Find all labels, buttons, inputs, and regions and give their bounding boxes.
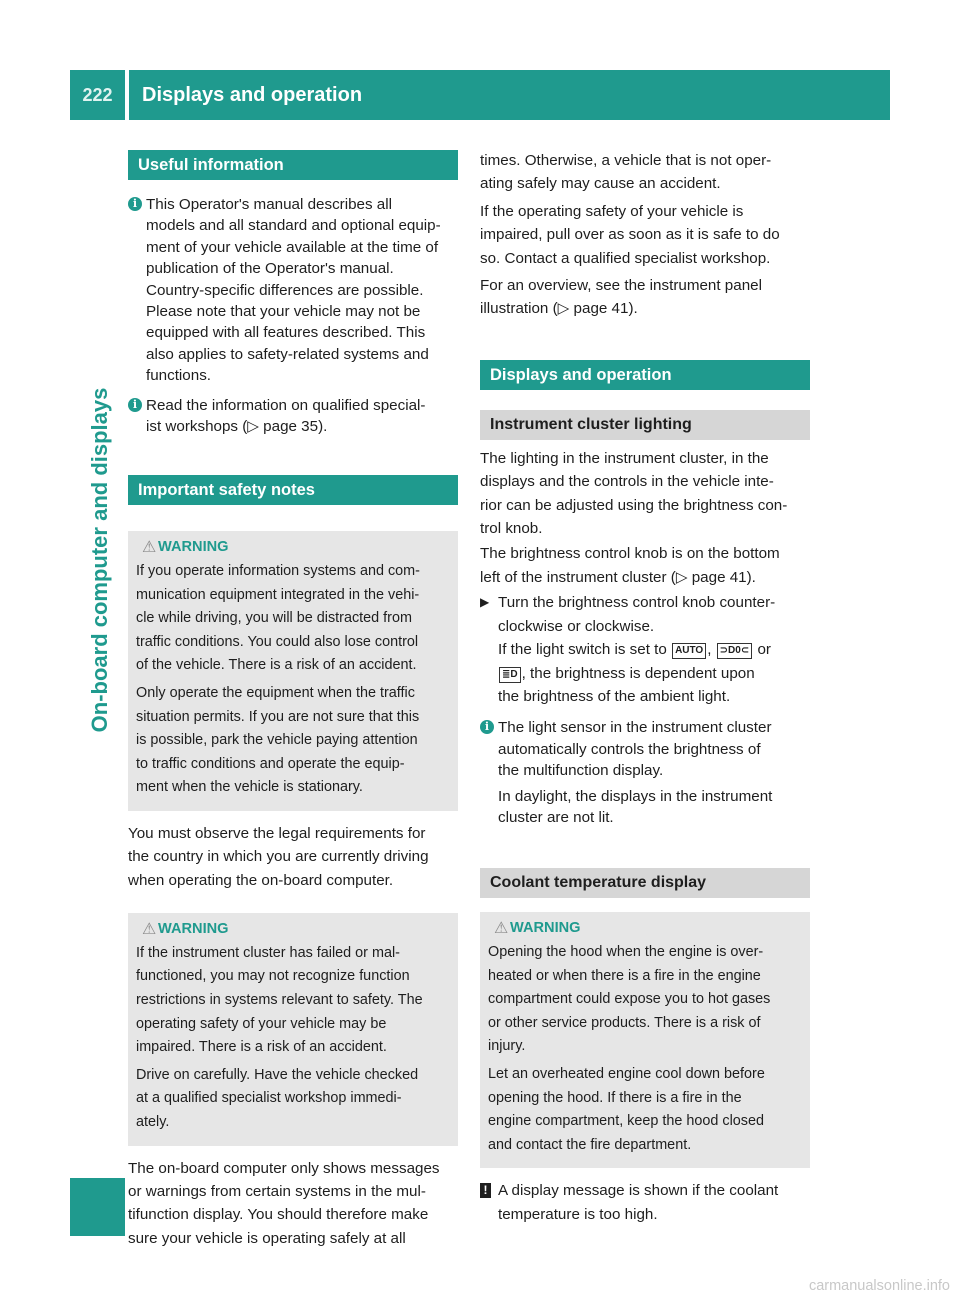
step-arrow-icon: ▶: [480, 595, 490, 610]
text-line: Turn the brightness control knob counter-: [498, 594, 776, 612]
section-heading-useful-information: Useful information: [128, 150, 458, 180]
text-line: opening the hood. If there is a fire in the: [488, 1089, 742, 1106]
text-line: Let an overheated engine cool down before: [488, 1065, 765, 1082]
text-line: tifunction display. You should therefore make: [128, 1206, 429, 1224]
text-line: Drive on carefully. Have the vehicle checked: [136, 1066, 419, 1083]
text-line: The on-board computer only shows messages: [128, 1159, 440, 1177]
text-line: temperature is too high.: [498, 1205, 658, 1223]
text-line: [498, 663, 810, 684]
text-line: sure your vehicle is operating safely at all: [128, 1229, 406, 1247]
text-line: In daylight, the displays in the instrument: [498, 787, 773, 805]
warning-box: [480, 912, 810, 1168]
text-line: impaired, pull over as soon as it is safe to do: [480, 226, 780, 244]
text-line: You must observe the legal requirements for: [128, 825, 426, 842]
text-line: cluster are not lit.: [498, 808, 614, 826]
text-line: If the light switch is set to AUTO , ⊃D0⊂ or: [498, 641, 771, 659]
info-icon: i: [480, 720, 494, 734]
left-column: [128, 150, 458, 1251]
page-reference-link[interactable]: ist workshops (▷ page 35).: [146, 418, 328, 436]
side-tab-label: On-board computer and displays: [86, 387, 112, 733]
text-line: models and all standard and optional equip-: [146, 217, 441, 235]
text-line: functioned, you may not recognize function: [136, 968, 410, 985]
text-line: equipped with all features described. This: [146, 324, 426, 342]
paragraph: [128, 1158, 458, 1250]
text-line: cle while driving, you will be distracted from: [136, 610, 412, 627]
text-line: impaired. There is a risk of an accident.: [136, 1039, 387, 1056]
text-line: ment when the vehicle is stationary.: [136, 779, 363, 796]
text-line: or other service products. There is a risk of: [488, 1014, 761, 1031]
text-line: traffic conditions. You could also lose control: [136, 633, 419, 650]
text-line: rior can be adjusted using the brightness con-: [480, 496, 788, 514]
exclamation-icon: !: [480, 1183, 491, 1198]
text-line: If the instrument cluster has failed or mal-: [136, 944, 400, 961]
text-line: also applies to safety-related systems and: [146, 345, 429, 363]
page-reference-link[interactable]: left of the instrument cluster (▷ page 41).: [480, 568, 756, 586]
text-line: times. Otherwise, a vehicle that is not oper-: [480, 152, 772, 169]
paragraph: [480, 201, 810, 269]
section-heading-displays-and-operation: Displays and operation: [480, 360, 810, 390]
text-line: A display message is shown if the coolant: [498, 1182, 779, 1200]
warning-title: [136, 537, 450, 559]
paragraph: [128, 823, 458, 891]
warning-box: [128, 531, 458, 811]
text-line: compartment could expose you to hot gases: [488, 991, 771, 1008]
text-line: If you operate information systems and com-: [136, 563, 420, 580]
text-line: For an overview, see the instrument panel: [480, 277, 762, 295]
side-tab-label-wrap: [82, 120, 117, 940]
subsection-heading-coolant-temperature-display: Coolant temperature display: [480, 868, 810, 898]
page-number: 222: [82, 85, 113, 105]
warning-triangle-icon: ⚠: [494, 920, 509, 938]
warning-label: WARNING: [158, 539, 229, 556]
warning-label: WARNING: [158, 921, 229, 938]
text-line: ately.: [136, 1113, 170, 1130]
warning-triangle-icon: ⚠: [142, 539, 157, 557]
text-line: Please note that your vehicle may not be: [146, 303, 421, 321]
text-line: Read the information on qualified special-: [146, 396, 426, 414]
header-divider: [125, 70, 129, 120]
text-line: so. Contact a qualified specialist workshop.: [480, 249, 771, 267]
text-line: is possible, park the vehicle paying attention: [136, 732, 418, 749]
text-line: restrictions in systems relevant to safety. The: [136, 992, 423, 1008]
parking-lamps-icon: ⊃D0⊂: [717, 643, 753, 659]
light-switch-auto-icon: AUTO: [672, 643, 706, 659]
text-line: Country-specific differences are possible.: [146, 281, 424, 299]
info-icon: i: [128, 197, 142, 211]
text-line: the brightness of the ambient light.: [498, 687, 731, 705]
text-line: of the vehicle. There is a risk of an accident.: [136, 657, 417, 674]
info-note: [128, 395, 458, 438]
text-fragment: , the brightness is dependent upon: [521, 664, 755, 682]
watermark: carmanualsonline.info: [808, 1278, 950, 1294]
text-line: ment of your vehicle available at the time of: [146, 238, 439, 256]
text-line: displays and the controls in the vehicle inte-: [480, 473, 774, 491]
side-tab-marker: [70, 1178, 125, 1236]
paragraph: [480, 543, 810, 588]
text-line: to traffic conditions and operate the equip-: [136, 755, 405, 772]
text-fragment: or: [757, 641, 771, 659]
text-line: publication of the Operator's manual.: [146, 260, 394, 278]
text-line: munication equipment integrated in the vehi-: [136, 586, 420, 603]
warning-title: [488, 918, 802, 940]
text-line: The brightness control knob is on the bottom: [480, 545, 780, 563]
low-beam-icon: ≣D: [499, 667, 521, 683]
warning-label: WARNING: [510, 920, 581, 937]
text-line: operating safety of your vehicle may be: [136, 1015, 387, 1032]
subsection-heading-instrument-cluster-lighting: Instrument cluster lighting: [480, 410, 810, 440]
page-reference-link[interactable]: illustration (▷ page 41).: [480, 300, 638, 318]
text-line: the country in which you are currently driving: [128, 848, 429, 866]
page-header: [70, 70, 890, 120]
text-line: heated or when there is a fire in the engine: [488, 967, 761, 984]
warning-box: [128, 913, 458, 1145]
page-title: Displays and operation: [142, 84, 363, 106]
text-line: at a qualified specialist workshop immedi-: [136, 1090, 402, 1107]
text-line: clockwise or clockwise.: [498, 617, 655, 635]
paragraph: [480, 448, 810, 540]
text-line: If the operating safety of your vehicle is: [480, 202, 744, 220]
text-line: automatically controls the brightness of: [498, 740, 761, 758]
warning-triangle-icon: ⚠: [142, 921, 157, 939]
section-heading-important-safety-notes: Important safety notes: [128, 475, 458, 505]
info-note: [480, 717, 810, 828]
text-line: The light sensor in the instrument cluster: [498, 719, 772, 737]
text-line: This Operator's manual describes all: [146, 196, 393, 213]
info-icon: i: [128, 398, 142, 412]
text-line: and contact the fire department.: [488, 1136, 692, 1153]
info-note: [128, 194, 458, 387]
paragraph: [480, 275, 810, 320]
text-line: ating safely may cause an accident.: [480, 175, 721, 193]
warning-title: [136, 919, 450, 941]
paragraph: [480, 150, 810, 195]
text-line: when operating the on-board computer.: [128, 871, 394, 889]
text-line: functions.: [146, 367, 212, 385]
text-line: Opening the hood when the engine is over-: [488, 943, 764, 960]
instruction-step: [480, 592, 810, 707]
text-line: the multifunction display.: [498, 762, 664, 780]
right-column: [480, 150, 810, 1227]
text-line: Only operate the equipment when the traffic: [136, 685, 415, 702]
text-line: injury.: [488, 1038, 526, 1055]
notice-note: [480, 1180, 810, 1225]
text-fragment: If the light switch is set to: [498, 641, 667, 659]
text-line: trol knob.: [480, 520, 543, 538]
text-line: The lighting in the instrument cluster, in the: [480, 449, 769, 467]
text-line: situation permits. If you are not sure that this: [136, 708, 420, 725]
text-line: engine compartment, keep the hood closed: [488, 1113, 765, 1130]
text-line: or warnings from certain systems in the mul-: [128, 1182, 426, 1200]
